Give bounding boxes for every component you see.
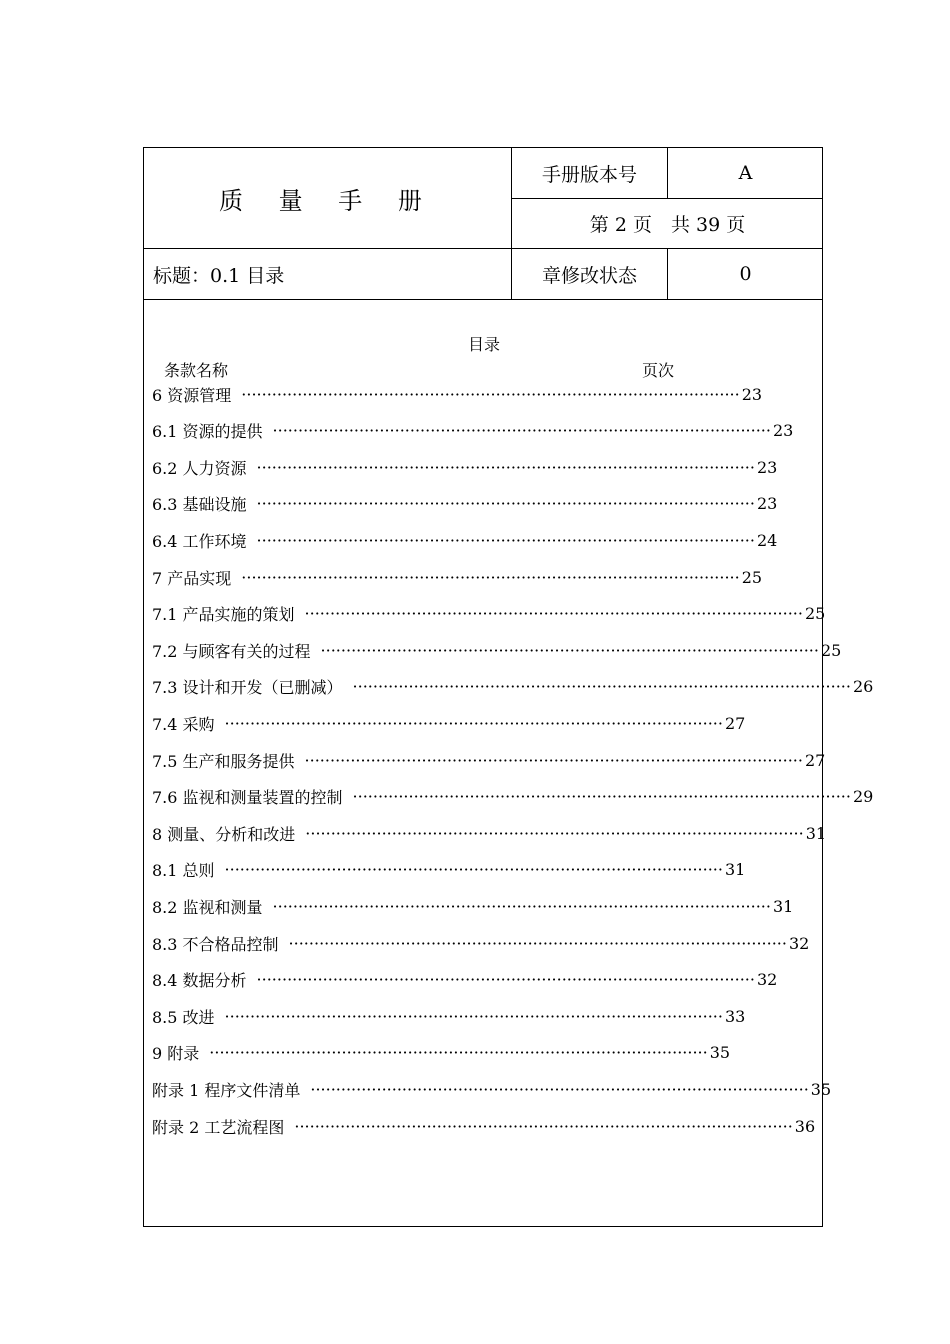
toc-item-label: 6.2 人力资源 <box>152 458 247 478</box>
toc-item-page: 25 <box>820 640 842 660</box>
toc-leader-dots: ·································································································· <box>320 640 819 660</box>
toc-item-page: 23 <box>741 384 763 404</box>
toc-item-label: 8.3 不合格品控制 <box>152 934 279 954</box>
toc-item-label: 7.6 监视和测量装置的控制 <box>152 788 343 808</box>
toc-item <box>152 492 778 516</box>
toc-item-page: 23 <box>756 457 778 477</box>
toc-item <box>152 675 874 699</box>
toc-item-page: 23 <box>772 421 794 441</box>
toc-item <box>152 565 763 589</box>
toc-item-page: 32 <box>756 970 778 990</box>
toc-item-page: 27 <box>724 713 746 733</box>
toc-item-page: 35 <box>810 1079 832 1099</box>
toc-leader-dots: ·································································································· <box>352 787 851 807</box>
toc-leader-dots: ·································································································· <box>272 896 771 916</box>
toc-leader-dots: ·································································································· <box>256 970 755 990</box>
toc-item-page: 26 <box>852 677 874 697</box>
toc-leader-dots: ·································································································· <box>294 1116 793 1136</box>
toc-item <box>152 894 794 918</box>
toc-leader-dots: ·································································································· <box>224 1006 723 1026</box>
toc-item-label: 8.4 数据分析 <box>152 971 247 991</box>
toc-item-label: 7.5 生产和服务提供 <box>152 751 295 771</box>
toc-item <box>152 931 810 955</box>
toc-leader-dots: ·································································································· <box>304 604 803 624</box>
toc-item-page: 36 <box>794 1116 816 1136</box>
revision-label: 章修改状态 <box>541 264 637 287</box>
toc-item-label: 7.2 与顾客有关的过程 <box>152 641 311 661</box>
toc-item <box>152 602 826 626</box>
toc-item-label: 8 测量、分析和改进 <box>152 824 296 844</box>
toc-leader-dots: ·································································································· <box>256 494 755 514</box>
toc-item-page: 23 <box>756 494 778 514</box>
toc-item-page: 33 <box>724 1006 746 1026</box>
toc-item <box>152 1004 746 1028</box>
toc-item-label: 6.4 工作环境 <box>152 531 247 551</box>
toc-item <box>152 748 826 772</box>
toc-item <box>152 711 746 735</box>
toc-col-name: 条款名称 <box>164 361 229 380</box>
toc-item-page: 27 <box>804 750 826 770</box>
toc-item-page: 29 <box>852 787 874 807</box>
toc-item-label: 7.1 产品实施的策划 <box>152 605 295 625</box>
toc-item-label: 6 资源管理 <box>152 385 232 405</box>
toc-leader-dots: ·································································································· <box>256 457 755 477</box>
header-divider-3 <box>144 299 823 300</box>
toc-item <box>152 1077 832 1101</box>
toc-item <box>152 1114 816 1138</box>
toc-item-page: 31 <box>724 860 746 880</box>
toc-leader-dots: ·································································································· <box>224 860 723 880</box>
toc-item-page: 31 <box>805 823 827 843</box>
toc-item-page: 32 <box>788 933 810 953</box>
revision-value: 0 <box>739 263 752 285</box>
toc-leader-dots: ·································································································· <box>272 421 771 441</box>
toc-item <box>152 858 746 882</box>
toc-item-page: 24 <box>756 530 778 550</box>
version-value: A <box>738 162 753 184</box>
toc-leader-dots: ·································································································· <box>224 713 723 733</box>
toc-leader-dots: ·································································································· <box>288 933 787 953</box>
toc-leader-dots: ·································································································· <box>256 530 755 550</box>
toc-leader-dots: ·································································································· <box>304 750 803 770</box>
toc-item <box>152 455 778 479</box>
toc-item <box>152 419 794 443</box>
toc-item-label: 8.2 监视和测量 <box>152 897 263 917</box>
toc-item-label: 6.1 资源的提供 <box>152 422 263 442</box>
toc-heading: 目录 <box>468 335 501 354</box>
toc-leader-dots: ·································································································· <box>305 823 804 843</box>
toc-leader-dots: ·································································································· <box>310 1079 809 1099</box>
toc-item-page: 25 <box>741 567 763 587</box>
document-frame <box>143 147 874 1227</box>
toc-item-page: 31 <box>772 896 794 916</box>
toc-item <box>152 785 874 809</box>
toc-item-page: 35 <box>709 1043 731 1063</box>
toc-item-label: 6.3 基础设施 <box>152 495 247 515</box>
toc-item-label: 附录 2 工艺流程图 <box>152 1117 285 1137</box>
toc-item-label: 7.4 采购 <box>152 714 215 734</box>
toc-col-page: 页次 <box>642 361 675 380</box>
toc-leader-dots: ·································································································· <box>352 677 851 697</box>
page-info: 第 2 页 共 39 页 <box>589 214 746 236</box>
toc-item-label: 附录 1 程序文件清单 <box>152 1080 301 1100</box>
toc-item-label: 8.1 总则 <box>152 861 215 881</box>
toc-item <box>152 1041 731 1065</box>
toc-leader-dots: ·································································································· <box>241 384 740 404</box>
toc-item-label: 7 产品实现 <box>152 568 232 588</box>
toc-item-label: 8.5 改进 <box>152 1007 215 1027</box>
toc-item-label: 7.3 设计和开发（已删减） <box>152 678 343 698</box>
toc-item-label: 9 附录 <box>152 1044 200 1064</box>
subject-title: 标题：0.1 目录 <box>153 264 285 287</box>
document-title: 质 量 手 册 <box>219 186 436 215</box>
version-label: 手册版本号 <box>541 163 637 186</box>
toc-item-page: 25 <box>804 604 826 624</box>
toc-item <box>152 968 778 992</box>
toc-item <box>152 382 763 406</box>
toc-item <box>152 821 827 845</box>
toc-leader-dots: ·································································································· <box>209 1043 708 1063</box>
toc-item <box>152 638 842 662</box>
toc-item <box>152 528 778 552</box>
toc-leader-dots: ·································································································· <box>241 567 740 587</box>
